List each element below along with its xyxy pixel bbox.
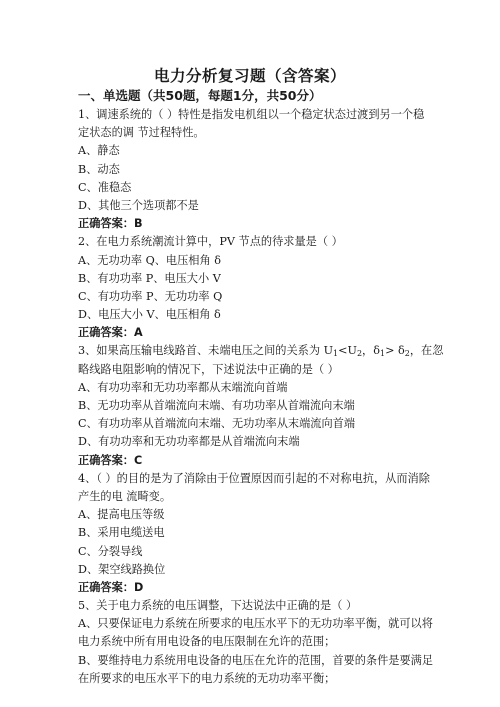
question-stem: 略线路电阻影响的情况下，下述说法中正确的是（ ）: [78, 362, 339, 376]
answer-line: [78, 452, 434, 470]
answer-value: D: [133, 580, 144, 594]
option-b-continued: 在所要求的电压水平下的电力系统的无功功率平衡；: [78, 671, 336, 685]
option-b: B、采用电缆送电: [78, 526, 165, 540]
option-d: D、其他三个选项都不是: [78, 198, 199, 212]
question-5: [78, 597, 434, 688]
answer-line: [78, 579, 434, 597]
option-c: C、有功功率 P、无功功率 Q: [78, 289, 223, 303]
answer-line: [78, 215, 434, 233]
option-c: C、有功功率从首端流向末端、无功功率从末端流向首端: [78, 417, 356, 431]
question-stem: 4、（ ）的目的是为了消除由于位置原因而引起的不对称电抗，从而消除: [78, 471, 430, 485]
question-stem: 定状态的调 节过程特性。: [78, 126, 205, 140]
option-b: B、有功功率 P、电压大小 V: [78, 271, 221, 285]
option-a: A、有功功率和无功功率都从末端流向首端: [78, 380, 288, 394]
option-d: D、有功功率和无功功率都是从首端流向末端: [78, 435, 300, 449]
option-d: D、架空线路换位: [78, 562, 166, 576]
option-c: C、准稳态: [78, 180, 132, 194]
option-a: A、无功功率 Q、电压相角 δ: [78, 253, 221, 267]
option-c: C、分裂导线: [78, 544, 143, 558]
answer-label: 正确答案：: [78, 217, 134, 231]
question-stem: 2、在电力系统潮流计算中，PV 节点的待求量是（ ）: [78, 235, 343, 249]
question-stem: 1、调速系统的（ ）特性是指发电机组以一个稳定状态过渡到另一个稳: [78, 108, 425, 121]
question-4: [78, 470, 434, 597]
option-a: A、静态: [78, 144, 120, 158]
answer-line: [78, 324, 434, 342]
question-stem: 产生的电 流畸变。: [78, 489, 172, 503]
section-heading: 一、单选题（共50题，每题1分，共50分）: [78, 88, 322, 103]
answer-label: 正确答案：: [78, 453, 134, 467]
question-2: [78, 233, 434, 342]
option-b: B、无功功率从首端流向末端、有功功率从首端流向末端: [78, 399, 355, 412]
option-b: B、动态: [78, 162, 120, 176]
question-1: [78, 106, 434, 233]
option-a-continued: 电力系统中所有用电设备的电压限制在允许的范围；: [78, 635, 336, 649]
answer-label: 正确答案：: [78, 580, 134, 594]
answer-value: A: [133, 326, 143, 340]
option-d: D、电压大小 V、电压相角 δ: [78, 308, 221, 322]
option-a: A、提高电压等级: [78, 508, 165, 522]
question-stem: 5、关于电力系统的电压调整，下达说法中正确的是（ ）: [78, 599, 358, 613]
answer-value: C: [133, 453, 143, 467]
question-stem: 3、如果高压输电线路首、未端电压之间的关系为 $U_1<U_2$，$\delta_1> \delta_2$，在忽: [78, 344, 444, 359]
question-3: [78, 342, 444, 469]
answer-value: B: [133, 217, 143, 231]
question-list: [78, 106, 444, 688]
option-a: A、只要保证电力系统在所要求的电压水平下的无功功率平衡，就可以将: [78, 617, 433, 631]
answer-label: 正确答案：: [78, 326, 134, 340]
document-title: 电力分析复习题（含答案）: [153, 67, 346, 85]
option-b: B、要维持电力系统用电设备的电压在允许的范围，首要的条件是要满足: [78, 653, 434, 667]
